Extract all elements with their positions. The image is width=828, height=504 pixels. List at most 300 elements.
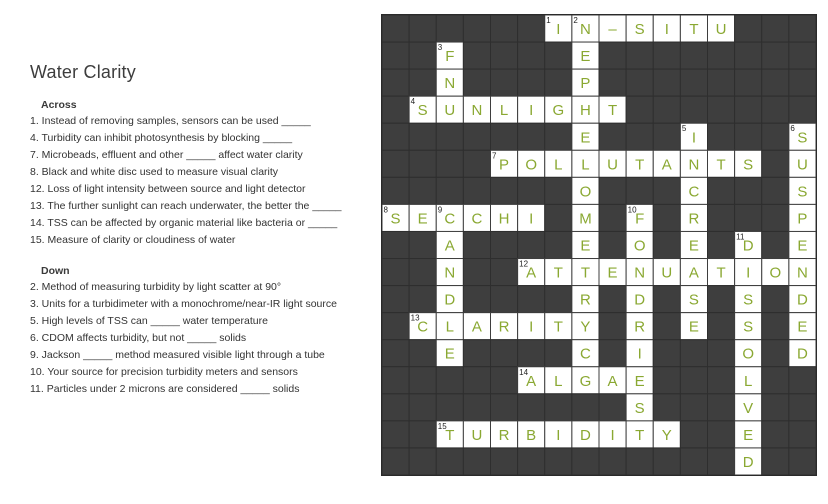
block-cell [735,42,762,69]
cell-letter: N [444,264,456,282]
block-cell [708,448,735,475]
down-clue: 9. Jackson _____ method measured visible light through a tube [30,349,325,361]
block-cell [708,96,735,123]
section-gap [30,249,380,263]
cell-letter: O [769,264,782,282]
cell-letter: P [499,156,510,174]
down-clue: 3. Units for a turbidimeter with a monochrome/near-IR light source [30,298,337,310]
block-cell [518,340,545,367]
cell-letter: D [742,453,754,471]
clue-number: 7 [492,151,497,161]
cell-letter: T [445,426,455,444]
cell-letter: V [743,399,754,417]
block-cell [789,69,816,96]
cell-letter: E [743,426,754,444]
clue-number: 2 [573,16,578,25]
block-cell [409,231,436,258]
cell-letter: A [444,237,455,255]
block-cell [518,42,545,69]
block-cell [491,69,518,96]
block-cell [491,15,518,42]
block-cell [382,123,409,150]
block-cell [599,177,626,204]
cell-letter: R [688,210,700,228]
cell-letter: R [498,318,510,336]
cell-letter: A [471,318,482,336]
block-cell [382,150,409,177]
block-cell [382,231,409,258]
block-cell [708,177,735,204]
cell-letter: R [580,291,591,309]
block-cell [653,448,680,475]
cell-letter: U [797,156,808,174]
clue-number: 6 [790,124,795,134]
clue-number: 1 [546,16,551,25]
block-cell [653,231,680,258]
block-cell [382,96,409,123]
block-cell [599,42,626,69]
clue-number: 11 [736,232,745,242]
across-clue: 4. Turbidity can inhibit photosynthesis by blocking _____ [30,132,293,144]
cell-letter: A [526,264,537,282]
block-cell [463,448,490,475]
block-cell [491,42,518,69]
cell-letter: S [797,183,808,201]
cell-letter: L [581,156,590,174]
cell-letter: E [580,129,591,147]
cell-letter: I [746,264,751,282]
cell-letter: E [688,237,699,255]
block-cell [708,367,735,394]
block-cell [762,448,789,475]
cell-letter: S [688,291,699,309]
block-cell [599,448,626,475]
block-cell [518,177,545,204]
cell-letter: P [797,210,808,228]
block-cell [382,15,409,42]
cell-letter: E [417,210,428,228]
cell-letter: I [610,426,615,444]
cell-letter: R [498,426,510,444]
block-cell [626,69,653,96]
cell-letter: A [661,156,672,174]
cell-letter: D [580,426,591,444]
block-cell [762,204,789,231]
across-heading: Across [41,99,77,111]
cell-letter: E [634,372,645,390]
block-cell [409,286,436,313]
block-cell [762,367,789,394]
cell-letter: L [499,102,509,120]
block-cell [680,394,707,421]
cell-letter: O [742,345,755,363]
block-cell [545,231,572,258]
clue-panel [30,62,380,398]
cell-letter: F [635,210,645,228]
cell-letter: N [471,102,483,120]
cell-letter: M [579,210,592,228]
block-cell [653,96,680,123]
cell-letter: S [743,156,754,174]
block-cell [680,448,707,475]
block-cell [382,340,409,367]
block-cell [409,340,436,367]
cell-letter: N [797,264,808,282]
cell-letter: E [580,237,591,255]
block-cell [653,204,680,231]
across-clue: 13. The further sunlight can reach underwater, the better the _____ [30,200,342,212]
block-cell [463,286,490,313]
across-clue: 8. Black and white disc used to measure visual clarity [30,166,279,178]
block-cell [409,42,436,69]
block-cell [789,367,816,394]
block-cell [626,177,653,204]
cell-letter: N [444,75,456,93]
block-cell [789,96,816,123]
block-cell [518,123,545,150]
across-clue: 12. Loss of light intensity between source and light detector [30,183,306,195]
block-cell [382,259,409,286]
block-cell [653,69,680,96]
block-cell [708,231,735,258]
block-cell [653,367,680,394]
block-cell [653,286,680,313]
block-cell [436,394,463,421]
block-cell [762,421,789,448]
block-cell [545,448,572,475]
block-cell [626,96,653,123]
cell-letter: A [607,372,618,390]
cell-letter: S [743,318,754,336]
puzzle-title: Water Clarity [30,62,136,82]
block-cell [762,177,789,204]
block-cell [409,394,436,421]
down-clue-list [30,279,380,398]
block-cell [735,69,762,96]
block-cell [680,367,707,394]
cell-letter: G [579,372,592,390]
cell-letter: – [608,21,617,39]
block-cell [680,69,707,96]
cell-letter: T [553,264,563,282]
cell-letter: R [634,318,646,336]
block-cell [680,340,707,367]
crossword-grid-svg [382,15,816,475]
block-cell [491,448,518,475]
block-cell [409,421,436,448]
block-cell [708,286,735,313]
block-cell [572,394,599,421]
block-cell [735,15,762,42]
block-cell [762,286,789,313]
clue-number: 12 [519,259,529,269]
cell-letter: G [552,102,565,120]
block-cell [626,42,653,69]
block-cell [653,123,680,150]
block-cell [491,231,518,258]
down-clue: 2. Method of measuring turbidity by light scatter at 90° [30,281,282,293]
block-cell [545,42,572,69]
block-cell [762,69,789,96]
block-cell [518,448,545,475]
block-cell [599,340,626,367]
block-cell [653,313,680,340]
block-cell [680,421,707,448]
cell-letter: I [664,21,669,39]
cell-letter: U [607,156,618,174]
across-clue: 15. Measure of clarity or cloudiness of water [30,234,236,246]
cell-letter: E [607,264,618,282]
block-cell [382,69,409,96]
block-cell [680,96,707,123]
clue-number: 10 [627,205,637,215]
block-cell [382,286,409,313]
cell-letter: T [716,156,726,174]
clue-number: 8 [383,205,388,215]
block-cell [599,394,626,421]
block-cell [789,42,816,69]
clue-number: 13 [410,313,420,323]
clue-number: 3 [437,43,443,53]
cell-letter: Y [661,426,672,444]
block-cell [708,204,735,231]
block-cell [626,448,653,475]
block-cell [409,150,436,177]
cell-letter: T [580,264,591,282]
cell-letter: T [635,156,645,174]
block-cell [518,231,545,258]
clue-number: 4 [410,97,416,107]
block-cell [491,286,518,313]
clue-number: 14 [519,367,529,377]
cell-letter: S [743,291,754,309]
block-cell [436,15,463,42]
block-cell [762,340,789,367]
block-cell [409,69,436,96]
across-clue: 7. Microbeads, effluent and other _____ affect water clarity [30,149,303,161]
cell-letter: P [580,75,591,93]
block-cell [599,313,626,340]
block-cell [463,42,490,69]
block-cell [463,231,490,258]
cell-letter: S [390,210,401,228]
block-cell [599,231,626,258]
block-cell [382,448,409,475]
cell-letter: I [529,102,534,120]
block-cell [708,123,735,150]
block-cell [653,42,680,69]
block-cell [545,123,572,150]
clue-number: 15 [437,421,447,431]
cell-letter: U [471,426,483,444]
block-cell [409,367,436,394]
cell-letter: I [637,345,642,363]
cell-letter: I [529,210,534,228]
block-cell [599,286,626,313]
clue-number: 5 [681,124,687,134]
cell-letter: E [688,318,699,336]
cell-letter: F [445,48,455,66]
block-cell [491,123,518,150]
block-cell [382,313,409,340]
block-cell [382,394,409,421]
cell-letter: I [556,21,561,39]
block-cell [463,150,490,177]
cell-letter: L [554,156,563,174]
cell-letter: A [526,372,537,390]
block-cell [599,204,626,231]
cell-letter: D [797,291,808,309]
block-cell [735,96,762,123]
block-cell [680,42,707,69]
cell-letter: I [556,426,561,444]
cell-letter: S [417,102,428,120]
block-cell [762,231,789,258]
block-cell [409,177,436,204]
cell-letter: S [797,129,808,147]
cell-letter: O [579,183,592,201]
block-cell [491,394,518,421]
across-clue: 1. Instead of removing samples, sensors can be used _____ [30,115,311,127]
block-cell [436,150,463,177]
block-cell [463,367,490,394]
block-cell [762,123,789,150]
cell-letter: S [634,21,645,39]
block-cell [735,204,762,231]
block-cell [735,123,762,150]
block-cell [653,177,680,204]
cell-letter: N [634,264,646,282]
cell-letter: T [553,318,563,336]
block-cell [409,15,436,42]
block-cell [463,259,490,286]
cell-letter: T [635,426,645,444]
block-cell [789,15,816,42]
cell-letter: N [580,21,591,39]
down-heading: Down [41,265,70,277]
cell-letter: Y [580,318,591,336]
cell-letter: T [689,21,699,39]
block-cell [491,367,518,394]
block-cell [653,340,680,367]
block-cell [382,421,409,448]
block-cell [762,313,789,340]
block-cell [463,177,490,204]
cell-letter: D [634,291,646,309]
cell-letter: H [580,102,591,120]
cell-letter: D [797,345,808,363]
cell-letter: U [444,102,456,120]
block-cell [409,448,436,475]
block-cell [518,394,545,421]
block-cell [789,421,816,448]
block-cell [382,367,409,394]
cell-letter: L [744,372,753,390]
block-cell [708,340,735,367]
block-cell [436,177,463,204]
block-cell [545,177,572,204]
block-cell [599,123,626,150]
block-cell [762,394,789,421]
block-cell [463,15,490,42]
cell-letter: E [444,345,455,363]
block-cell [436,367,463,394]
block-cell [491,340,518,367]
clue-number: 9 [437,205,443,215]
cell-letter: I [691,129,697,147]
block-cell [789,448,816,475]
block-cell [518,69,545,96]
block-cell [762,150,789,177]
block-cell [545,340,572,367]
block-cell [708,69,735,96]
block-cell [436,448,463,475]
cell-letter: C [444,210,456,228]
block-cell [653,394,680,421]
down-clue: 5. High levels of TSS can _____ water temperature [30,315,268,327]
cell-letter: E [797,237,808,255]
cell-letter: N [688,156,700,174]
cell-letter: I [529,318,534,336]
block-cell [545,286,572,313]
block-cell [518,286,545,313]
cell-letter: D [444,291,456,309]
down-clue: 11. Particles under 2 microns are considered _____ solids [30,383,300,395]
across-clue: 14. TSS can be affected by organic material like bacteria or _____ [30,217,338,229]
cell-letter: C [688,183,700,201]
block-cell [708,394,735,421]
cell-letter: E [580,48,591,66]
block-cell [708,313,735,340]
block-cell [789,394,816,421]
block-cell [409,123,436,150]
block-cell [436,123,463,150]
across-clue-list [30,113,380,249]
block-cell [545,69,572,96]
block-cell [545,394,572,421]
cell-letter: C [580,345,591,363]
block-cell [762,96,789,123]
down-clue: 10. Your source for precision turbidity meters and sensors [30,366,298,378]
block-cell [735,177,762,204]
cell-letter: C [417,318,429,336]
block-cell [572,448,599,475]
block-cell [463,69,490,96]
cell-letter: S [634,399,645,417]
down-clue: 6. CDOM affects turbidity, but not _____ solids [30,332,247,344]
block-cell [491,259,518,286]
block-cell [599,69,626,96]
cell-letter: D [742,237,754,255]
cell-letter: O [633,237,646,255]
block-cell [463,394,490,421]
cell-letter: C [471,210,483,228]
block-cell [708,421,735,448]
block-cell [463,123,490,150]
block-cell [491,177,518,204]
cell-letter: U [715,21,727,39]
block-cell [382,177,409,204]
cell-letter: T [716,264,726,282]
block-cell [545,204,572,231]
block-cell [518,15,545,42]
cell-letter: H [498,210,510,228]
cell-letter: B [526,426,537,444]
block-cell [626,123,653,150]
block-cell [409,259,436,286]
crossword-grid [381,14,817,476]
cell-letter: U [661,264,673,282]
